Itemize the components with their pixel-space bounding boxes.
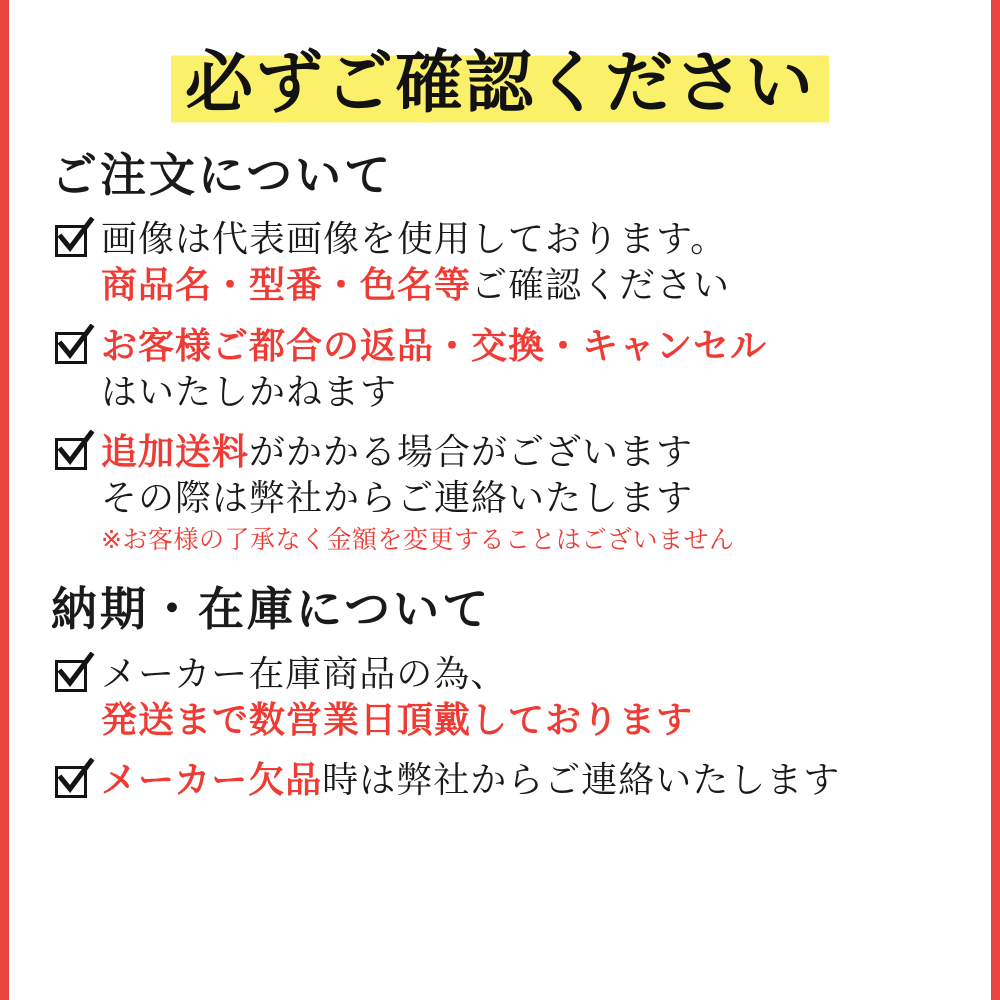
page-title: 必ずご確認ください: [171, 44, 829, 126]
check-item-text: [101, 324, 957, 416]
text-line: [101, 430, 957, 476]
checkbox-checked-icon: [53, 221, 93, 261]
checkbox-checked-icon: [53, 434, 93, 474]
check-item: [53, 324, 957, 416]
check-item-text: [101, 758, 957, 804]
check-item-text: [101, 430, 957, 557]
text-span: メーカー在庫商品の為、: [101, 653, 508, 695]
checkbox-checked-icon: [53, 762, 93, 802]
page-content: [9, 0, 991, 1000]
text-span: お客様ご都合の返品・交換・キャンセル: [101, 325, 768, 367]
section-heading: 納期・在庫について: [51, 582, 492, 637]
text-line: [101, 263, 957, 309]
check-item: [53, 758, 957, 804]
text-span: ※お客様の了承なく金額を変更することはございません: [101, 524, 735, 554]
text-line: [101, 370, 957, 416]
text-span: その際は弊社からご連絡いたします: [101, 477, 694, 519]
check-item-text: [101, 652, 957, 744]
text-span: メーカー欠品: [101, 759, 323, 801]
text-line: [101, 524, 957, 557]
check-item-text: [101, 217, 957, 309]
text-span: がかかる場合がございます: [249, 431, 694, 473]
text-span: 発送まで数営業日頂戴しております: [101, 699, 694, 741]
title-container: [43, 44, 957, 126]
text-span: 追加送料: [101, 431, 250, 473]
sections-container: [43, 148, 957, 804]
check-item: [53, 652, 957, 744]
text-line: [101, 698, 957, 744]
text-span: 商品名・型番・色名等: [101, 265, 472, 307]
check-item: [53, 430, 957, 557]
text-span: 画像は代表画像を使用しております。: [101, 219, 728, 261]
text-line: [101, 758, 957, 804]
text-span: はいたしかねます: [101, 371, 398, 413]
text-line: [101, 652, 957, 698]
text-span: 時は弊社からご連絡いたします: [322, 759, 841, 801]
text-line: [101, 476, 957, 522]
text-line: [101, 217, 957, 263]
text-line: [101, 324, 957, 370]
checkbox-checked-icon: [53, 656, 93, 696]
checkbox-checked-icon: [53, 328, 93, 368]
check-item: [53, 217, 957, 309]
text-span: ご確認ください: [471, 265, 731, 307]
section-heading: ご注文について: [51, 148, 394, 203]
